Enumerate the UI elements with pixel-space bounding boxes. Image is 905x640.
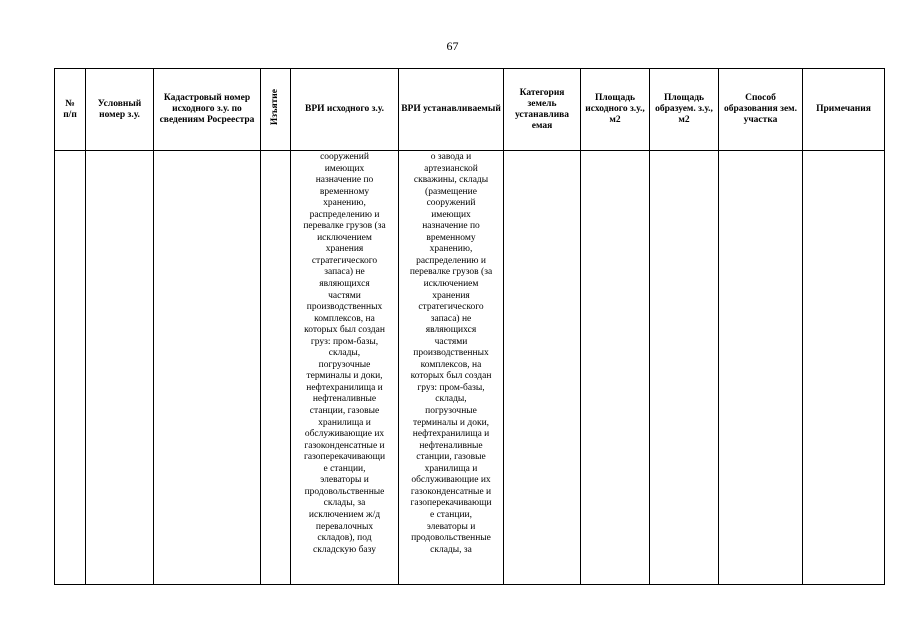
cell-cadastral-number <box>154 151 261 585</box>
land-plots-table <box>54 68 885 585</box>
header-area-formed: Площадь образуем. з.у., м2 <box>650 69 719 151</box>
cell-formation-method <box>719 151 803 585</box>
page-number: 67 <box>446 39 459 53</box>
cell-land-category <box>504 151 581 585</box>
header-land-category: Категория земель устанавлива емая <box>504 69 581 151</box>
header-formation-method: Способ образования зем. участка <box>719 69 803 151</box>
header-seizure: Изъятие <box>261 69 291 151</box>
cell-vri-source: сооружений имеющих назначение по временному хранению, распределению и перевалке грузов (за исключением хранения стратегического запаса) не являющихся частями производственных комплексов, на которых был создан груз: пром-базы, склады, погрузочные терминалы и доки, нефтехранилища и нефтеналивные станции, газовые хранилища и обслуживающие их газоконденсатные и газоперекачивающи е станции, элеваторы и продовольственные склады, за исключением ж/д перевалочных складов), под складскую базу <box>291 151 399 585</box>
cell-area-source <box>581 151 650 585</box>
cell-num <box>55 151 86 585</box>
cell-conditional-number <box>86 151 154 585</box>
header-num: № п/п <box>55 69 86 151</box>
header-vri-source: ВРИ исходного з.у. <box>291 69 399 151</box>
header-vri-set: ВРИ устанавливаемый <box>399 69 504 151</box>
table-header-row <box>55 69 885 151</box>
cell-area-formed <box>650 151 719 585</box>
cell-vri-set: о завода и артезианской скважины, склады (размещение сооружений имеющих назначение по временному хранению, распределению и перевалке грузов (за исключением хранения стратегического запаса) не являющихся частями производственных комплексов, на которых был создан груз: пром-базы, склады, погрузочные терминалы и доки, нефтехранилища и нефтеналивные станции, газовые хранилища и обслуживающие их газоконденсатные и газоперекачивающи е станции, элеваторы и продовольственные склады, за <box>399 151 504 585</box>
header-area-source: Площадь исходного з.у., м2 <box>581 69 650 151</box>
table-row <box>55 151 885 585</box>
cell-seizure <box>261 151 291 585</box>
header-notes: Примечания <box>803 69 885 151</box>
header-cadastral-number: Кадастровый номер исходного з.у. по сведениям Росреестра <box>154 69 261 151</box>
cell-notes <box>803 151 885 585</box>
header-conditional-number: Условный номер з.у. <box>86 69 154 151</box>
